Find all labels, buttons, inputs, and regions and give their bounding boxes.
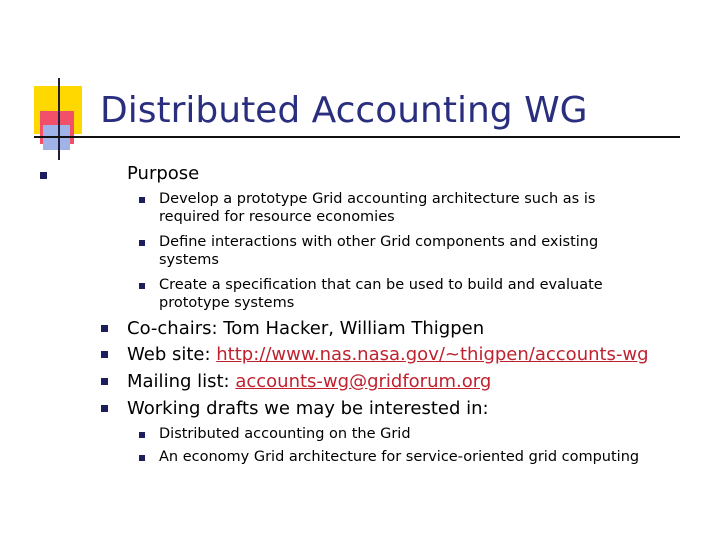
website-label: Web site:	[127, 344, 217, 365]
purpose-item-3-line2: prototype systems	[159, 295, 295, 311]
website-link[interactable]: http://www.nas.nasa.gov/~thigpen/accounts-wg	[216, 344, 649, 365]
bullet-square-icon	[101, 325, 108, 332]
bullet-square-icon	[101, 378, 108, 385]
bullet-square-icon	[139, 455, 145, 461]
drafts-label: Working drafts we may be interested in:	[127, 398, 489, 419]
cochairs-text: Co-chairs: Tom Hacker, William Thigpen	[127, 318, 485, 339]
bullet-square-icon	[139, 197, 145, 203]
bullet-square-icon	[101, 351, 108, 358]
title-underline	[34, 136, 680, 138]
purpose-item-2-line2: systems	[159, 252, 219, 268]
mailing-label: Mailing list:	[127, 371, 236, 392]
bullet-square-icon	[139, 283, 145, 289]
drafts-item-1: Distributed accounting on the Grid	[159, 426, 411, 442]
drafts-item-2: An economy Grid architecture for service-oriented grid computing	[159, 449, 640, 465]
slide-title: Distributed Accounting WG	[100, 90, 588, 131]
purpose-item-1-line2: required for resource economies	[159, 209, 395, 225]
purpose-item-2-line1: Define interactions with other Grid components and existing	[159, 234, 599, 250]
purpose-item-1-line1: Develop a prototype Grid accounting architecture such as is	[159, 191, 596, 207]
website-line	[127, 344, 649, 366]
purpose-item-3-line1: Create a specification that can be used to build and evaluate	[159, 277, 603, 293]
mailing-line	[127, 371, 491, 393]
logo-vertical-line	[58, 78, 60, 160]
bullet-square-icon	[40, 172, 47, 179]
purpose-label: Purpose	[127, 163, 200, 184]
bullet-square-icon	[139, 240, 145, 246]
mailing-link[interactable]: accounts-wg@gridforum.org	[235, 371, 492, 392]
bullet-square-icon	[101, 405, 108, 412]
bullet-square-icon	[139, 432, 145, 438]
